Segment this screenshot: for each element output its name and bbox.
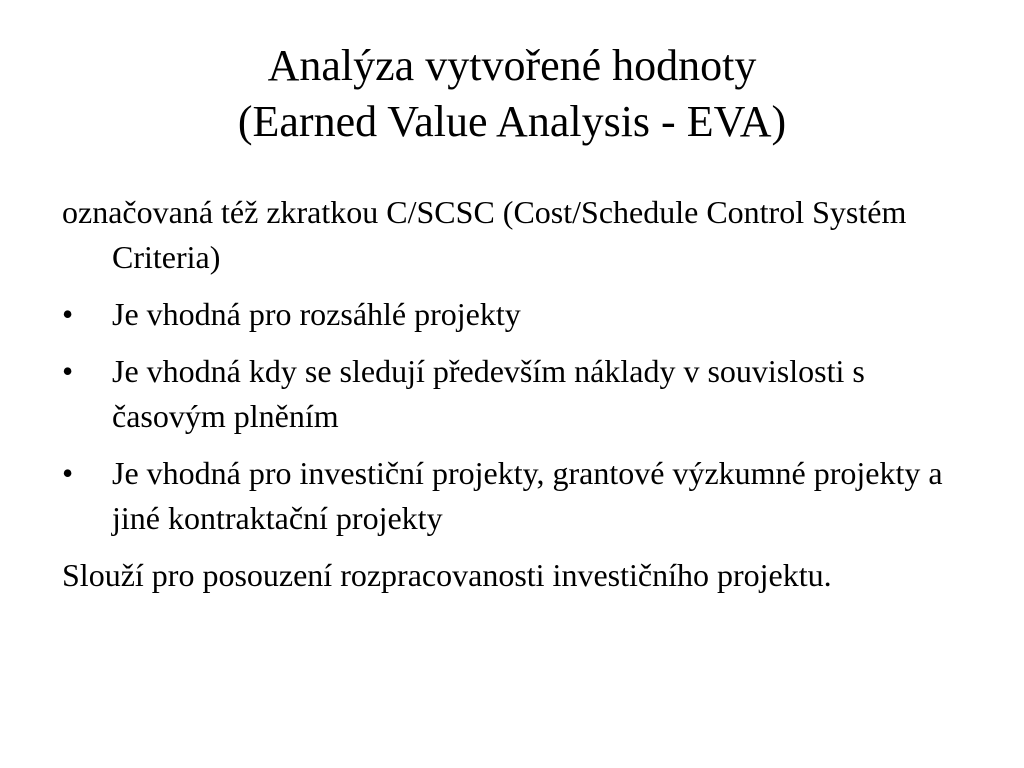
intro-paragraph	[62, 190, 962, 280]
bullet-text: Je vhodná pro rozsáhlé projekty	[112, 296, 521, 332]
closing-paragraph	[62, 553, 962, 598]
slide-title	[0, 38, 1024, 150]
bullet-dot-icon: •	[62, 353, 74, 389]
title-line-2: (Earned Value Analysis - EVA)	[237, 97, 787, 146]
bullet-item-large-projects	[62, 292, 962, 337]
title-line-1: Analýza vytvořené hodnoty	[267, 41, 757, 90]
bullet-text: Je vhodná kdy se sledují především náklady v souvislosti s časovým plněním	[112, 353, 865, 434]
bullet-item-cost-tracking	[62, 349, 962, 439]
closing-text: Slouží pro posouzení rozpracovanosti investičního projektu.	[62, 557, 832, 593]
bullet-dot-icon: •	[62, 296, 74, 332]
bullet-item-investment-projects	[62, 451, 962, 541]
slide-content	[62, 190, 962, 610]
bullet-text: Je vhodná pro investiční projekty, grantové výzkumné projekty a jiné kontraktační projekty	[112, 455, 943, 536]
intro-text: označovaná též zkratkou C/SCSC (Cost/Schedule Control Systém Criteria)	[62, 194, 907, 275]
bullet-dot-icon: •	[62, 455, 74, 491]
